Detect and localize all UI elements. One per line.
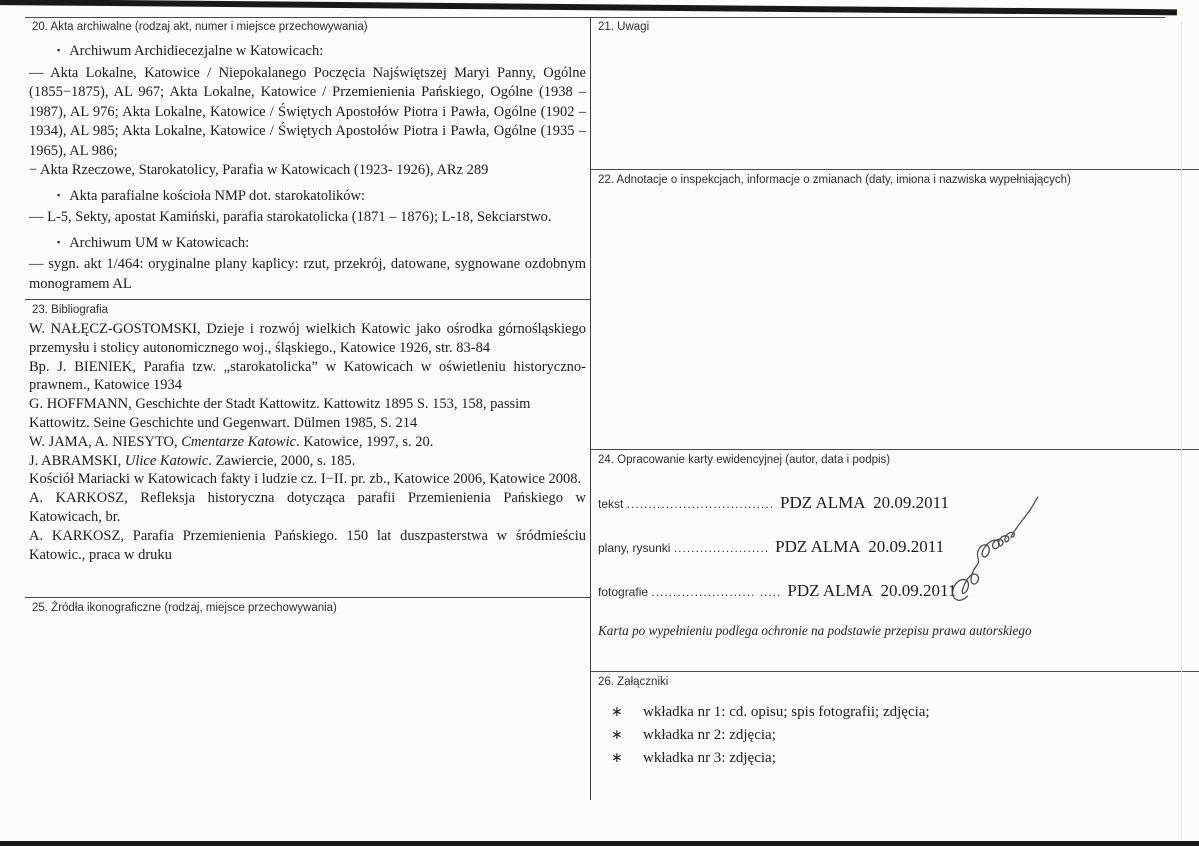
archival-record-text: Archiwum Archidiecezjalne w Katowicach: [69,43,324,59]
bibliography-entry [29,433,586,452]
bibliography-list [25,317,590,564]
bibliography-entry [29,414,586,433]
archival-record-block [29,64,586,162]
handwritten-signature [935,485,1050,610]
section-23-header: 23. Bibliografia [32,304,109,316]
section-22-adnotacje [591,169,1199,450]
attachment-item [611,724,1199,747]
credit-label: tekst [598,497,627,511]
attachment-item [611,701,1199,724]
bibliography-entry-text: Kattowitz. Seine Geschichte und Gegenwart. Dülmen 1985, S. 214 [29,414,418,431]
credit-row [598,535,1199,560]
scanner-edge-bottom [0,841,1199,846]
attachment-text: wkładka nr 2: zdjęcia; [643,727,776,743]
scanner-edge-top [0,0,1177,15]
credit-row [598,491,1199,516]
section-26-header: 26. Załączniki [598,676,669,688]
bibliography-entry-text: W. NAŁĘCZ-GOSTOMSKI, Dzieje i rozwój wielkich Katowic jako ośrodka górnośląskiego przemysłu i stolicy autonomicznego woj., śląskiego., Katowice 1926, str. 83-84 [29,321,586,356]
bibliography-entry-suffix: . Zawiercie, 2000, s. 185. [208,452,356,469]
archival-record-text: Archiwum UM w Katowicach: [69,234,250,251]
archival-record-block [29,41,586,62]
section-20-body [25,34,590,294]
archival-record-text: — L-5, Sekty, apostat Kamiński, parafia starokatolicka (1871 – 1876); L-18, Sekciarstwo. [29,209,552,225]
section-23-bibliografia [25,299,590,598]
section-22-header: 22. Adnotacje o inspekcjach, informacje o zmianach (daty, imiona i nazwiska wypełniających) [598,174,1071,186]
bibliography-entry [29,358,586,396]
bibliography-entry-text: A. KARKOSZ, Parafia Przemienienia Pańskiego. 150 lat duszpasterstwa w śródmieściu Katowic., praca w druku [29,527,586,563]
dotted-leader: ........................ ..... [651,585,782,599]
archival-record-text: Akta parafialne kościoła NMP dot. starokatolików: [69,187,366,204]
square-bullet-icon: ▪ [57,236,61,247]
bibliography-entry [29,527,586,565]
asterisk-bullet-icon: ∗ [611,705,623,720]
bibliography-entry [29,452,586,471]
archival-record-block [29,186,586,207]
square-bullet-icon: ▪ [57,189,61,200]
section-25-header: 25. Źródła ikonograficzne (rodzaj, miejsce przechowywania) [32,602,337,614]
bibliography-entry-suffix: . Katowice, 1997, s. 20. [296,433,434,450]
copyright-note: Karta po wypełnieniu podlega ochronie na podstawie przepisu prawa autorskiego [598,623,1032,638]
bibliography-entry [29,320,586,358]
asterisk-bullet-icon: ∗ [611,751,623,766]
archival-record-block [29,161,586,181]
bibliography-entry-text: Kościół Mariacki w Katowicach fakty i ludzie cz. I−II. pr. zb., Katowice 2006, Katowice 2008. [29,471,582,488]
attachment-item [611,747,1199,770]
credit-label: plany, rysunki [598,541,674,555]
credit-value: PDZ ALMA 20.09.2011 [775,537,945,556]
bibliography-entry-text: W. JAMA, A. NIESYTO, [29,433,182,450]
page-edge-shadow [1181,22,1182,840]
credit-value: PDZ ALMA 20.09.2011 [787,581,957,600]
bibliography-entry-title: Cmentarze Katowic [181,433,297,450]
section-25-zrodla-ikonograficzne [25,597,590,846]
credit-label: fotografie [598,585,652,599]
section-20-akta-archiwalne [25,17,590,299]
bibliography-entry [29,489,586,527]
dotted-leader: ...................... [673,541,770,555]
section-21-uwagi [591,17,1199,169]
bibliography-entry [29,470,586,489]
section-26-zalaczniki [591,671,1199,846]
square-bullet-icon: ▪ [57,45,61,55]
section-24-header: 24. Opracowanie karty ewidencyjnej (autor, data i podpis) [598,454,891,466]
section-20-header: 20. Akta archiwalne (rodzaj akt, numer i miejsce przechowywania) [32,21,368,33]
bibliography-entry-text: J. ABRAMSKI, [29,452,125,469]
archival-record-block [29,255,586,294]
dotted-leader: .................................. [626,497,775,511]
attachment-list [591,689,1199,770]
credit-rows [591,467,1199,604]
credit-value: PDZ ALMA 20.09.2011 [780,493,949,512]
bibliography-entry-text: A. KARKOSZ, Refleksja historyczna dotycząca parafii Przemienienia Pańskiego w Katowicach, br. [29,490,586,525]
section-21-header: 21. Uwagi [598,21,650,33]
bibliography-entry-text: Bp. J. BIENIEK, Parafia tzw. „starokatolicka” w Katowicach w oświetleniu historyczno-prawnem., Katowice 1934 [29,358,586,394]
archival-record-text: — Akta Lokalne, Katowice / Niepokalanego Poczęcia Najświętszej Maryi Panny, Ogólne (1855−1875), AL 967; Akta Lokalne, Katowice / Przemienienia Pańskiego, Ogólne (1938 – 1987), AL 976; Akta Lokalne, Katowice / Świętych Apostołów Piotra i Pawła, Ogólne (1902 – 1934), AL 985; Akta Lokalne, Katowice / Świętych Apostołów Piotra i Pawła, Ogólne (1935 – 1965), AL 986; [29,64,586,159]
archival-record-text: − Akta Rzeczowe, Starokatolicy, Parafia w Katowicach (1923- 1926), ARz 289 [29,162,489,178]
bibliography-entry-text: G. HOFFMANN, Geschichte der Stadt Kattowitz. Kattowitz 1895 S. 153, 158, passim [29,396,531,413]
archival-record-block [29,208,586,228]
section-24-opracowanie-karty [591,449,1199,672]
archival-record-block [29,233,586,254]
asterisk-bullet-icon: ∗ [611,728,623,743]
bibliography-entry-title: Ulice Katowic [124,452,209,469]
attachment-text: wkładka nr 1: cd. opisu; spis fotografii; zdjęcia; [643,704,930,720]
archival-record-text: — sygn. akt 1/464: oryginalne plany kaplicy: rzut, przekrój, datowane, sygnowane ozdobnym monogramem AL [29,256,586,292]
attachment-text: wkładka nr 3: zdjęcia; [643,750,776,766]
bibliography-entry [29,395,586,414]
credit-row [598,579,1199,604]
